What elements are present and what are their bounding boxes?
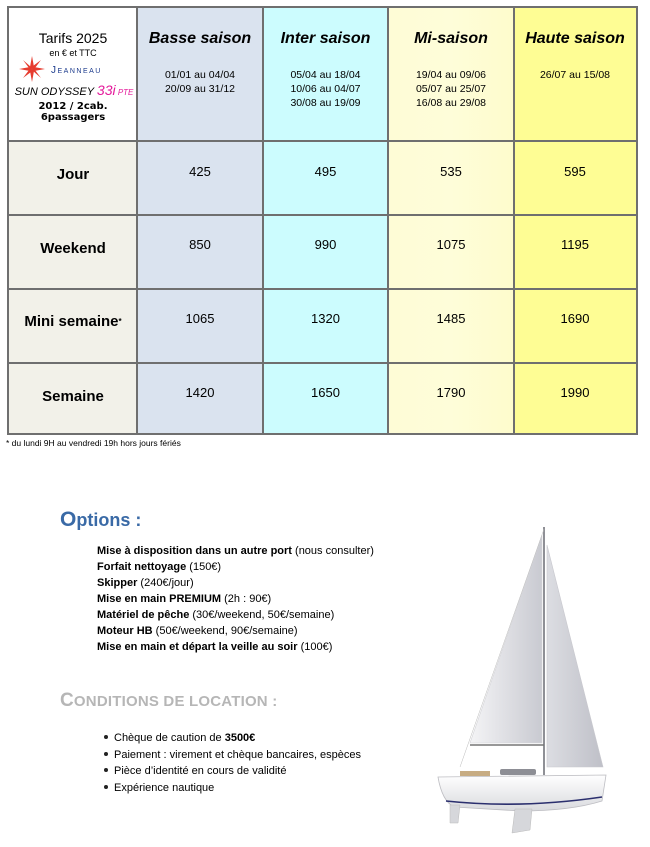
- option-item: [97, 623, 374, 639]
- price-cell: 495: [314, 164, 337, 179]
- price-cell: 1690: [560, 311, 590, 326]
- price-cell: 850: [189, 237, 211, 252]
- price-cell: 1420: [185, 385, 215, 400]
- conditions-list: [104, 730, 361, 796]
- condition-text: Expérience nautique: [114, 781, 215, 794]
- season-dates: [388, 68, 514, 110]
- option-name: Skipper: [97, 577, 138, 589]
- season-name: Mi-saison: [414, 30, 488, 47]
- option-name: Mise en main et départ la veille au soir: [97, 641, 298, 653]
- option-detail: (240€/jour): [137, 577, 194, 589]
- price-cell: 1075: [436, 237, 466, 252]
- condition-item: [104, 747, 361, 764]
- bullet-icon: [104, 785, 108, 789]
- date-range: 30/08 au 19/09: [290, 97, 361, 109]
- condition-text: Chèque de caution de: [114, 732, 225, 744]
- date-range: 05/04 au 18/04: [290, 69, 361, 81]
- option-detail: (150€): [186, 561, 222, 573]
- keel-icon: [512, 809, 532, 833]
- season-dates: [137, 68, 263, 96]
- model-name: [13, 82, 135, 98]
- conditions-title-rest: ONDITIONS DE LOCATION :: [73, 693, 278, 710]
- season-dates: [514, 68, 636, 82]
- row-label-semaine: [9, 388, 137, 405]
- date-range: 10/06 au 04/07: [290, 83, 361, 95]
- row-label-mini-semaine: [9, 313, 137, 330]
- footnote: [6, 438, 181, 448]
- row-label-jour: [9, 166, 137, 183]
- row-label-text: Mini semaine: [24, 313, 119, 330]
- column-inter-saison: [263, 8, 388, 433]
- header-branding-cell: [9, 8, 137, 140]
- genoa-sail-icon: [470, 535, 542, 743]
- price-cell: 425: [189, 164, 211, 179]
- sailboat-illustration: [420, 505, 610, 835]
- condition-text: Paiement : virement et chèque bancaires, espèces: [114, 748, 362, 761]
- season-name: Inter saison: [280, 30, 371, 47]
- bullet-icon: [104, 752, 108, 756]
- condition-item: [104, 763, 361, 780]
- option-name: Forfait nettoyage: [97, 561, 187, 573]
- date-range: 19/04 au 09/06: [415, 69, 487, 81]
- price-cell: 535: [440, 164, 462, 179]
- column-basse-saison: [137, 8, 263, 433]
- options-title: [60, 508, 141, 532]
- bullet-icon: [104, 768, 108, 772]
- tarifs-title: Tarifs 2025: [38, 30, 108, 46]
- row-label-text: Weekend: [40, 240, 106, 257]
- row-label-weekend: [9, 240, 137, 257]
- bullet-icon: [104, 735, 108, 739]
- options-list: [97, 543, 374, 655]
- option-item: [97, 543, 374, 559]
- season-name: Basse saison: [148, 30, 252, 47]
- option-detail: (50€/weekend, 90€/semaine): [152, 625, 298, 637]
- options-title-initial: O: [60, 508, 77, 531]
- model-number: 33i: [96, 82, 116, 98]
- price-cell: 990: [314, 237, 337, 252]
- divider: [9, 214, 636, 216]
- condition-item: [104, 780, 361, 797]
- price-cell: 595: [564, 164, 586, 179]
- option-detail: (30€/weekend, 50€/semaine): [189, 609, 335, 621]
- rudder-icon: [450, 805, 460, 823]
- option-name: Mise à disposition dans un autre port: [97, 545, 292, 557]
- column-mi-saison: [388, 8, 514, 433]
- footnote-mark: *: [118, 317, 122, 326]
- conditions-title-initial: C: [60, 690, 74, 711]
- price-cell: 1065: [185, 311, 215, 326]
- season-dates: [263, 68, 388, 110]
- date-range: 01/01 au 04/04: [164, 69, 236, 81]
- divider: [9, 140, 636, 142]
- condition-bold: 3500€: [224, 732, 256, 744]
- divider: [136, 8, 138, 433]
- tarifs-subtitle: en € et TTC: [49, 48, 97, 58]
- option-name: Matériel de pêche: [97, 609, 190, 621]
- brand-name: Jeanneau: [51, 65, 102, 76]
- row-label-text: Jour: [56, 166, 90, 183]
- divider: [387, 8, 389, 433]
- price-cell: 1195: [561, 237, 589, 252]
- column-haute-saison: [514, 8, 636, 433]
- option-name: Moteur HB: [97, 625, 153, 637]
- hull-icon: [438, 769, 606, 811]
- condition-text: Pièce d’identité en cours de validité: [114, 765, 287, 777]
- option-item: [97, 607, 374, 623]
- pricing-table: [7, 6, 638, 435]
- compass-rose-logo-icon: [17, 56, 47, 82]
- divider: [262, 8, 264, 433]
- footnote-mark: *: [6, 438, 10, 448]
- divider: [9, 288, 636, 290]
- row-label-text: Semaine: [42, 388, 104, 405]
- main-sail-icon: [547, 545, 603, 767]
- price-cell: 1485: [436, 311, 466, 326]
- options-title-rest: ptions :: [76, 510, 142, 530]
- boat-specs: 2012 / 2cab. 6passagers: [38, 101, 108, 123]
- divider: [9, 362, 636, 364]
- date-range: 05/07 au 25/07: [415, 83, 487, 95]
- price-cell: 1790: [436, 385, 466, 400]
- divider: [513, 8, 515, 433]
- date-range: 20/09 au 31/12: [164, 83, 236, 95]
- date-range: 26/07 au 15/08: [539, 69, 611, 81]
- option-name: Mise en main PREMIUM: [97, 593, 222, 605]
- condition-item: [104, 730, 361, 747]
- season-name: Haute saison: [525, 30, 625, 47]
- date-range: 16/08 au 29/08: [415, 97, 487, 109]
- model-name-text: SUN ODYSSEY: [14, 86, 97, 98]
- option-detail: (2h : 90€): [221, 593, 272, 605]
- option-item: [97, 639, 374, 655]
- option-detail: (nous consulter): [291, 545, 374, 557]
- option-item: [97, 591, 374, 607]
- model-suffix: PTE: [115, 88, 134, 97]
- price-cell: 1650: [311, 385, 340, 400]
- option-detail: (100€): [297, 641, 333, 653]
- option-item: [97, 575, 374, 591]
- option-item: [97, 559, 374, 575]
- footnote-text: du lundi 9H au vendredi 19h hors jours fériés: [9, 438, 181, 448]
- price-cell: 1320: [311, 311, 340, 326]
- price-cell: 1990: [560, 385, 590, 400]
- conditions-title: [60, 690, 277, 712]
